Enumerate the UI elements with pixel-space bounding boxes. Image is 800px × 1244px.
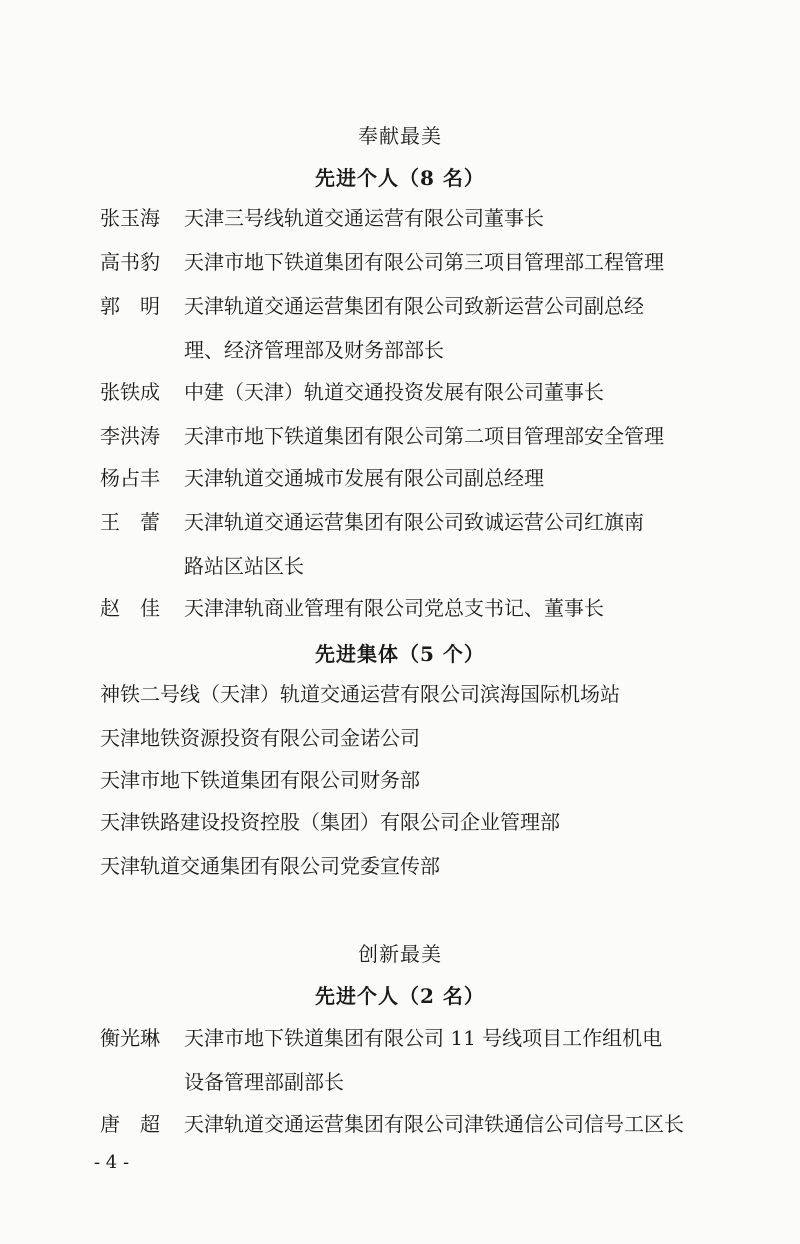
section-title-dedication: 奉献最美 bbox=[358, 124, 442, 148]
person-org-continued: 设备管理部副部长 bbox=[184, 1070, 344, 1094]
person-name: 郭 明 bbox=[100, 294, 160, 318]
person-org: 天津市地下铁道集团有限公司第三项目管理部工程管理 bbox=[184, 250, 664, 274]
person-org: 天津市地下铁道集团有限公司 11 号线项目工作组机电 bbox=[184, 1026, 663, 1050]
person-org: 天津市地下铁道集团有限公司第二项目管理部安全管理 bbox=[184, 424, 664, 448]
person-name: 唐 超 bbox=[100, 1112, 160, 1136]
person-org: 天津津轨商业管理有限公司党总支书记、董事长 bbox=[184, 596, 604, 620]
person-name: 李洪涛 bbox=[100, 424, 160, 448]
person-org-continued: 理、经济管理部及财务部部长 bbox=[184, 338, 444, 362]
person-name: 王 蕾 bbox=[100, 510, 160, 534]
group-title-individuals: 先进个人（2 名） bbox=[315, 984, 485, 1008]
group-title-collectives: 先进集体（5 个） bbox=[315, 642, 485, 666]
person-org: 天津轨道交通运营集团有限公司致诚运营公司红旗南 bbox=[184, 510, 644, 534]
person-org: 天津轨道交通运营集团有限公司致新运营公司副总经 bbox=[184, 294, 644, 318]
collective-item: 天津铁路建设投资控股（集团）有限公司企业管理部 bbox=[100, 810, 560, 834]
person-org: 中建（天津）轨道交通投资发展有限公司董事长 bbox=[184, 380, 604, 404]
person-name: 杨占丰 bbox=[100, 466, 160, 490]
person-org: 天津轨道交通城市发展有限公司副总经理 bbox=[184, 466, 544, 490]
page-number: - 4 - bbox=[94, 1152, 130, 1173]
person-org: 天津轨道交通运营集团有限公司津铁通信公司信号工区长 bbox=[184, 1112, 684, 1136]
collective-item: 神铁二号线（天津）轨道交通运营有限公司滨海国际机场站 bbox=[100, 682, 620, 706]
person-name: 张玉海 bbox=[100, 206, 160, 230]
person-org-continued: 路站区站区长 bbox=[184, 554, 304, 578]
collective-item: 天津地铁资源投资有限公司金诺公司 bbox=[100, 726, 420, 750]
person-name: 衡光琳 bbox=[100, 1026, 160, 1050]
person-name: 高书豹 bbox=[100, 250, 160, 274]
group-title-individuals: 先进个人（8 名） bbox=[315, 166, 485, 190]
collective-item: 天津轨道交通集团有限公司党委宣传部 bbox=[100, 854, 440, 878]
person-name: 张铁成 bbox=[100, 380, 160, 404]
section-title-innovation: 创新最美 bbox=[358, 942, 442, 966]
person-org: 天津三号线轨道交通运营有限公司董事长 bbox=[184, 206, 544, 230]
person-name: 赵 佳 bbox=[100, 596, 160, 620]
collective-item: 天津市地下铁道集团有限公司财务部 bbox=[100, 768, 420, 792]
